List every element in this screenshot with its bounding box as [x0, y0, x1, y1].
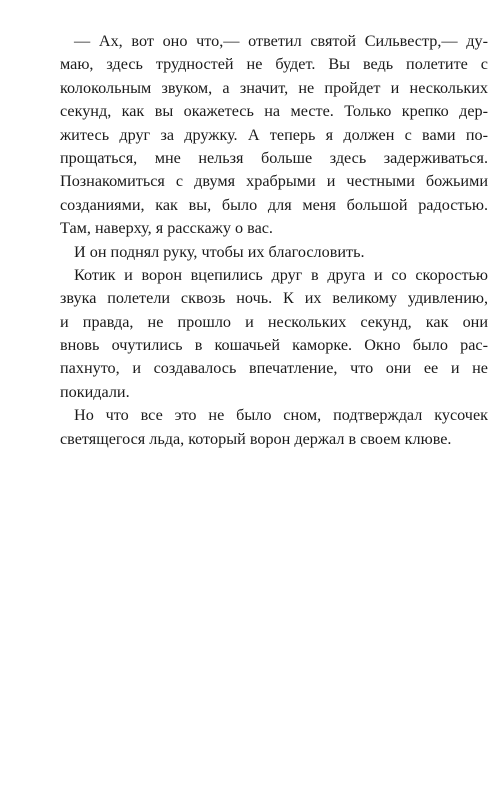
- text-line: созданиями, как вы, было для меня большой радостью.: [60, 195, 488, 214]
- text-line: И он поднял руку, чтобы их благословить.: [74, 242, 365, 261]
- text-line: вновь очутились в кошачьей каморке. Окно было рас-: [60, 336, 488, 355]
- text-line: и правда, не прошло и нескольких секунд, как они: [60, 312, 488, 331]
- text-line: Познакомиться с двумя храбрыми и честными божьими: [60, 172, 488, 191]
- text-line: Но что все это не было сном, подтверждал кусочек: [74, 406, 488, 425]
- paragraph-4: [60, 404, 488, 451]
- text-line: светящегося льда, который ворон держал в своем клюве.: [60, 429, 452, 448]
- text-line: покидали.: [60, 382, 130, 401]
- text-line: Котик и ворон вцепились друг в друга и со скоростью: [74, 265, 488, 284]
- text-line: житесь друг за дружку. А теперь я должен с вами по-: [60, 125, 488, 144]
- text-line: Там, наверху, я расскажу о вас.: [60, 219, 273, 238]
- text-line: звука полетели сквозь ночь. К их великому удивлению,: [60, 289, 488, 308]
- paragraph-1: [60, 30, 488, 241]
- text-line: — Ах, вот оно что,— ответил святой Сильвестр,— ду-: [74, 32, 488, 50]
- text-line: пахнуто, и создавалось впечатление, что они ее и не: [60, 359, 488, 378]
- text-line: прощаться, мне нельзя больше здесь задерживаться.: [60, 148, 488, 167]
- text-line: маю, здесь трудностей не будет. Вы ведь полетите с: [60, 55, 488, 74]
- page-text: [60, 30, 488, 451]
- paragraph-2: [60, 241, 488, 264]
- paragraph-3: [60, 264, 488, 404]
- text-line: колокольным звуком, а значит, не пройдет и нескольких: [60, 78, 488, 97]
- text-line: секунд, как вы окажетесь на месте. Только крепко дер-: [60, 102, 488, 121]
